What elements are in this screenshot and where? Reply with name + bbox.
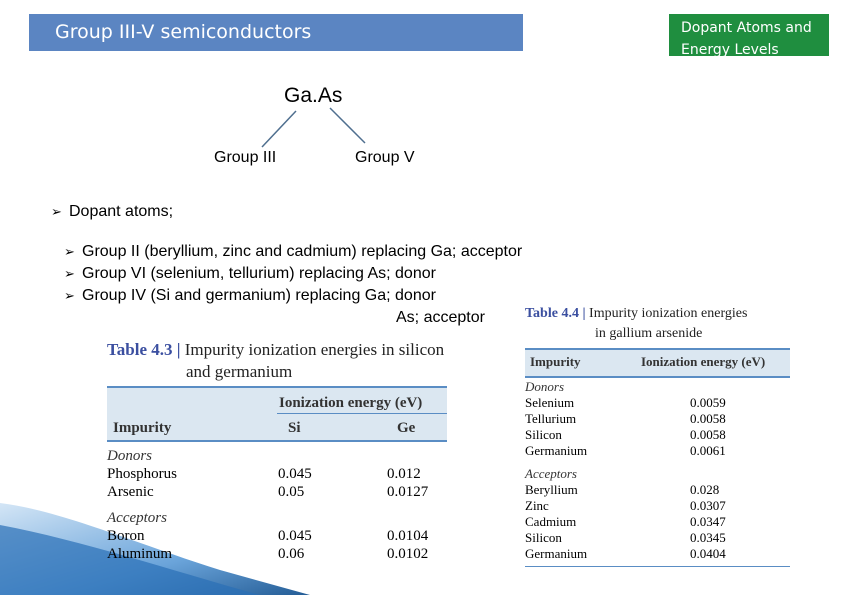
- badge-line-1: Dopant Atoms and: [681, 20, 812, 36]
- table-rule: [107, 386, 447, 388]
- col-header-energy: Ionization energy (eV): [641, 354, 766, 369]
- impurity-name: Phosphorus: [107, 466, 178, 482]
- impurity-name: Germanium: [525, 546, 588, 561]
- ge-value: 0.0104: [387, 528, 429, 544]
- decorative-wave-shape: [0, 475, 310, 595]
- col-group-header: Ionization energy (eV): [279, 395, 423, 411]
- arrow-bullet-icon: ➢: [51, 204, 62, 219]
- bullet-continuation: As; acceptor: [396, 309, 485, 326]
- ge-value: 0.012: [387, 466, 421, 482]
- impurity-name: Silicon: [525, 427, 562, 442]
- impurity-name: Tellurium: [525, 411, 577, 426]
- impurity-name: Cadmium: [525, 514, 577, 529]
- col-header-impurity: Impurity: [530, 354, 581, 369]
- energy-value: 0.0307: [690, 498, 726, 513]
- col-header-si: Si: [288, 420, 301, 436]
- table-rule: [277, 413, 447, 414]
- energy-value: 0.0404: [690, 546, 726, 561]
- table-caption: Table 4.3 | Impurity ionization energies in silicon: [107, 340, 445, 359]
- table-rule: [107, 440, 447, 442]
- table-caption: Table 4.4 | Impurity ionization energies: [525, 306, 748, 321]
- sub-bullet-text: Group VI (selenium, tellurium) replacing As; donor: [82, 265, 436, 282]
- sub-bullet-text: Group IV (Si and germanium) replacing Ga; donor: [82, 287, 436, 304]
- group-iii-label: Group III: [214, 149, 277, 166]
- energy-value: 0.0061: [690, 443, 726, 458]
- sub-bullet: [64, 287, 436, 305]
- ge-value: 0.0127: [387, 484, 429, 500]
- impurity-name: Selenium: [525, 395, 575, 410]
- sub-bullet: [64, 265, 436, 283]
- sub-bullet: [64, 243, 522, 261]
- table-label: Table 4.4: [525, 306, 579, 321]
- si-value: 0.05: [278, 484, 305, 500]
- impurity-name: Zinc: [525, 498, 549, 513]
- energy-value: 0.0058: [690, 427, 726, 442]
- energy-value: 0.028: [690, 482, 720, 497]
- arrow-bullet-icon: ➢: [64, 244, 75, 259]
- impurity-name: Germanium: [525, 443, 588, 458]
- slide-title: Group III-V semiconductors: [29, 14, 523, 51]
- table-caption-text: Impurity ionization energies in silicon: [184, 340, 445, 359]
- impurity-name: Beryllium: [525, 482, 578, 497]
- bullet-text: Dopant atoms;: [69, 203, 174, 220]
- col-header-ge: Ge: [397, 420, 416, 436]
- group-v-label: Group V: [355, 149, 415, 166]
- si-value: 0.045: [278, 528, 312, 544]
- arrow-bullet-icon: ➢: [64, 266, 75, 281]
- bullet-dopant-atoms: [51, 203, 173, 221]
- table-rule: [525, 348, 790, 350]
- si-value: 0.045: [278, 466, 312, 482]
- impurity-name: Aluminum: [107, 546, 173, 562]
- si-value: 0.06: [278, 546, 305, 562]
- table-rule: [525, 566, 790, 567]
- ge-value: 0.0102: [387, 546, 429, 562]
- energy-value: 0.0058: [690, 411, 726, 426]
- impurity-name: Boron: [107, 528, 145, 544]
- col-header-impurity: Impurity: [113, 420, 172, 436]
- impurity-name: Silicon: [525, 530, 562, 545]
- table-caption-line-2: in gallium arsenide: [595, 326, 703, 341]
- table-caption-text: Impurity ionization energies: [589, 306, 748, 321]
- arrow-bullet-icon: ➢: [64, 288, 75, 303]
- section-acceptors: Acceptors: [107, 510, 167, 526]
- tree-line-left: [262, 111, 296, 147]
- compound-tree-lines: [0, 0, 842, 200]
- section-donors: Donors: [107, 448, 153, 464]
- section-acceptors: Acceptors: [525, 466, 577, 481]
- badge-line-2: Energy Levels: [681, 42, 779, 56]
- section-donors: Donors: [525, 379, 565, 394]
- table-rule: [525, 376, 790, 378]
- energy-value: 0.0345: [690, 530, 726, 545]
- energy-value: 0.0347: [690, 514, 726, 529]
- sub-bullet-text: Group II (beryllium, zinc and cadmium) replacing Ga; acceptor: [82, 243, 523, 260]
- compound-name: Ga.As: [284, 84, 343, 107]
- impurity-name: Arsenic: [107, 484, 154, 500]
- table-label: Table 4.3: [107, 340, 173, 359]
- table-caption-line-2: and germanium: [186, 362, 293, 381]
- energy-value: 0.0059: [690, 395, 726, 410]
- tree-line-right: [330, 108, 365, 143]
